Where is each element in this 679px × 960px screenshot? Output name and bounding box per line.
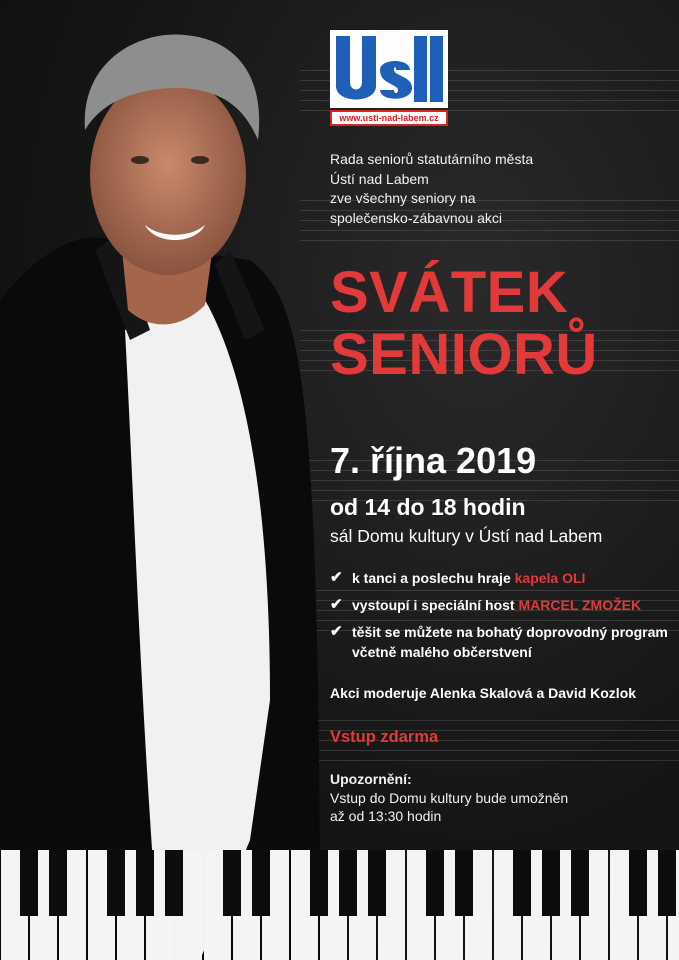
program-text: k tanci a poslechu hraje [352, 570, 515, 586]
program-highlight: kapela OLI [514, 570, 586, 586]
checkmark-icon: ✔ [330, 596, 343, 613]
black-key [20, 850, 38, 916]
black-key [542, 850, 560, 916]
usti-logo-icon [330, 30, 448, 108]
black-key [339, 850, 357, 916]
black-key [513, 850, 531, 916]
black-key [658, 850, 676, 916]
black-key [49, 850, 67, 916]
list-item [330, 622, 670, 662]
city-logo[interactable] [330, 30, 448, 128]
piano-keyboard-decoration [0, 850, 679, 960]
black-key [629, 850, 647, 916]
title-line-1: SVÁTEK [330, 260, 569, 325]
list-item [330, 568, 670, 588]
portrait-photo [0, 0, 330, 960]
notice [330, 770, 568, 826]
moderators: Akci moderuje Alenka Skalová a David Kozlok [330, 685, 637, 701]
black-key [426, 850, 444, 916]
event-time: od 14 do 18 hodin [330, 494, 526, 520]
black-key [571, 850, 589, 916]
title-line-2: SENIORŮ [330, 322, 598, 387]
notice-heading: Upozornění: [330, 771, 412, 787]
checkmark-icon: ✔ [330, 623, 343, 640]
black-key [310, 850, 328, 916]
intro-text [330, 150, 630, 228]
black-key [368, 850, 386, 916]
event-venue: sál Domu kultury v Ústí nad Labem [330, 526, 603, 546]
black-key [455, 850, 473, 916]
notice-line: Vstup do Domu kultury bude umožněn [330, 789, 569, 806]
logo-url[interactable]: www.usti-nad-labem.cz [330, 110, 448, 126]
intro-line: Rada seniorů statutárního města [330, 151, 534, 167]
entry-free: Vstup zdarma [330, 728, 439, 746]
program-list [330, 568, 670, 669]
list-item [330, 595, 670, 615]
notice-line: až od 13:30 hodin [330, 808, 442, 824]
program-text: těšit se můžete na bohatý doprovodný program včetně malého občerstvení [352, 624, 668, 660]
event-date: 7. října 2019 [330, 440, 537, 481]
event-title [330, 262, 598, 386]
black-key [223, 850, 241, 916]
black-key [252, 850, 270, 916]
checkmark-icon: ✔ [330, 569, 343, 586]
intro-line: společensko-zábavnou akci [330, 209, 502, 226]
black-key [136, 850, 154, 916]
intro-line: zve všechny seniory na [330, 190, 476, 206]
intro-line: Ústí nad Labem [330, 170, 429, 187]
program-text: vystoupí i speciální host [352, 597, 519, 613]
black-key [107, 850, 125, 916]
black-key [165, 850, 183, 916]
program-highlight: MARCEL ZMOŽEK [518, 597, 642, 613]
music-staves-decoration [300, 30, 679, 790]
